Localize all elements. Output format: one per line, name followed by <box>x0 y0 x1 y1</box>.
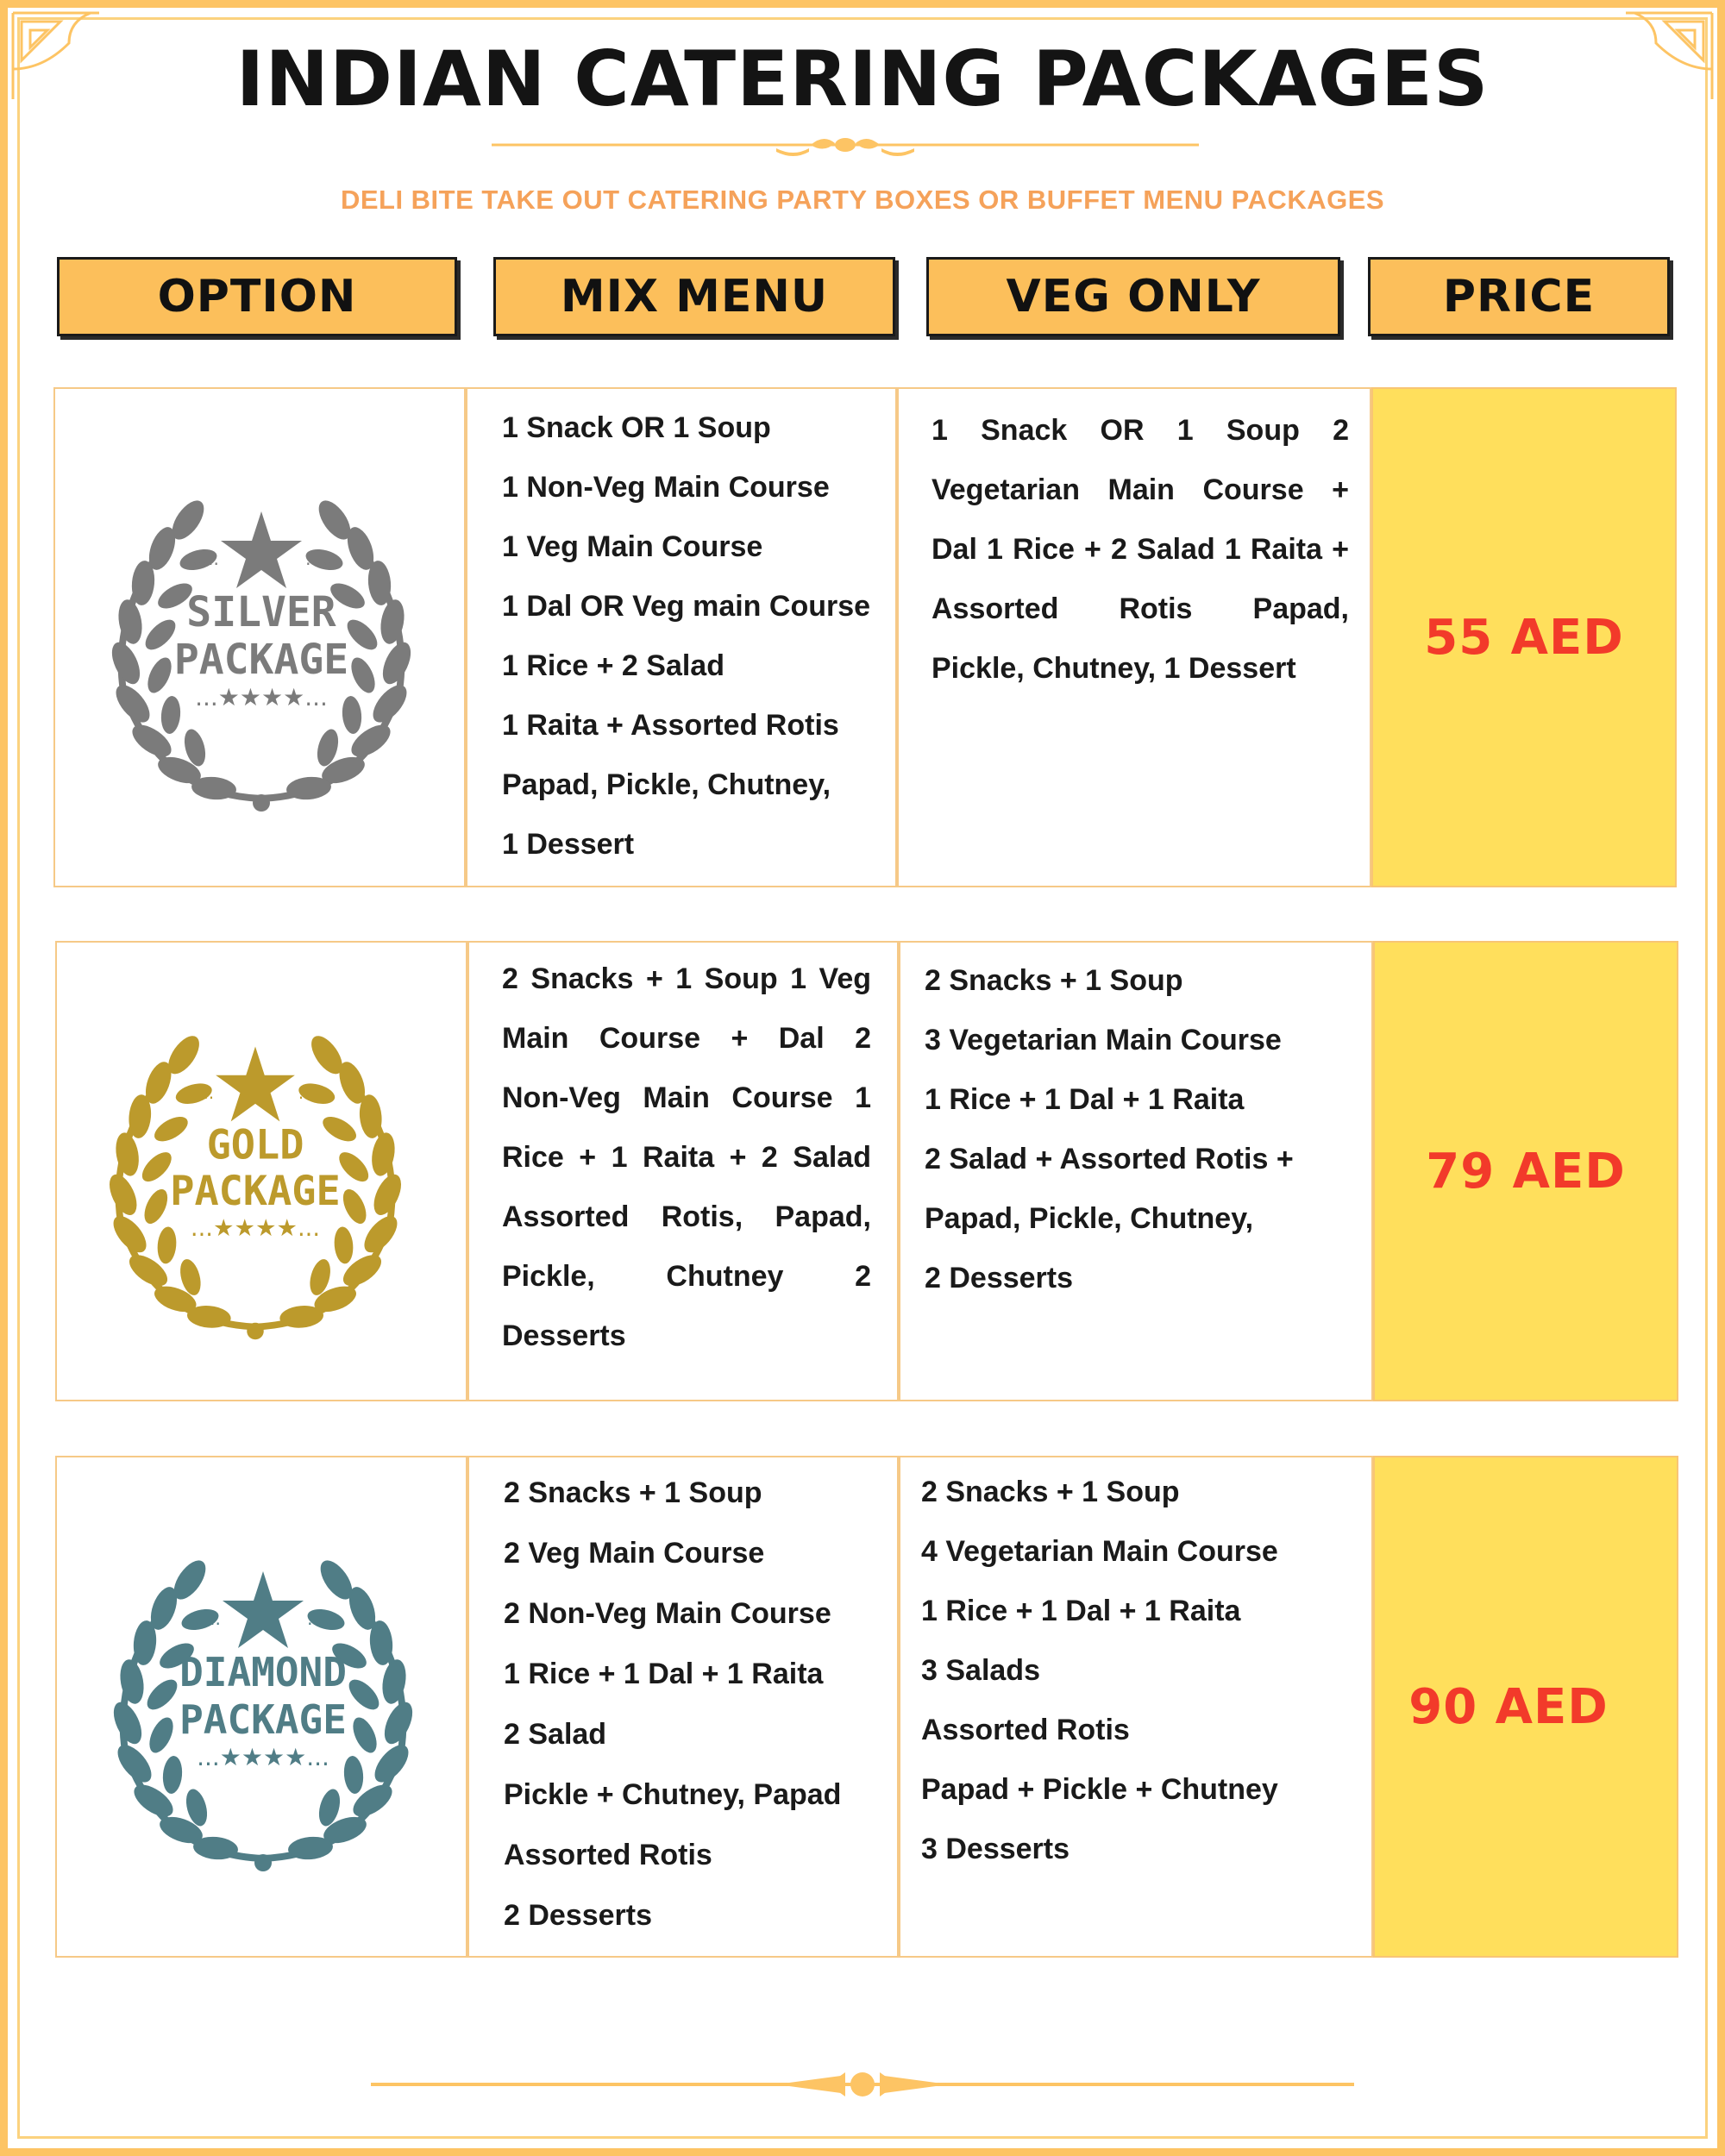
price-cell <box>1371 387 1677 887</box>
package-row-silver <box>53 387 1677 887</box>
mix-menu-cell <box>467 1456 899 1958</box>
option-cell <box>53 387 466 887</box>
menu-line: Assorted Rotis <box>921 1714 1130 1746</box>
menu-line: 1 Raita + Assorted Rotis <box>502 709 839 742</box>
mix-menu-cell <box>467 941 899 1401</box>
price-label: 79 AED <box>1426 1143 1626 1200</box>
menu-line: Papad, Pickle, Chutney, <box>502 768 831 801</box>
subtitle: DELI BITE TAKE OUT CATERING PARTY BOXES OR BUFFET MENU PACKAGES <box>340 185 1385 215</box>
mix-menu-list <box>502 398 878 874</box>
veg-only-cell <box>899 1456 1373 1958</box>
mix-menu-list <box>502 950 871 1366</box>
menu-line: Assorted Rotis, Papad, <box>502 1200 871 1233</box>
veg-only-cell <box>897 387 1371 887</box>
mix-menu-cell <box>466 387 897 887</box>
ornamental-divider-icon <box>492 129 1199 164</box>
veg-only-list <box>932 401 1349 699</box>
menu-line: 1 Snack OR 1 Soup <box>502 411 771 444</box>
menu-line: Non-Veg Main Course 1 <box>502 1081 871 1114</box>
menu-line: 2 Salad <box>504 1718 607 1751</box>
option-cell <box>55 941 467 1401</box>
svg-text:.....: ..... <box>191 548 219 569</box>
badge-line1: DIAMOND <box>179 1649 347 1695</box>
menu-line: 4 Vegetarian Main Course <box>921 1535 1278 1568</box>
menu-line: 2 Salad + Assorted Rotis + <box>925 1143 1294 1175</box>
svg-text:.....: ..... <box>187 1083 215 1104</box>
menu-line: 3 Vegetarian Main Course <box>925 1024 1282 1056</box>
header-price: PRICE <box>1368 257 1670 336</box>
menu-line: Assorted Rotis <box>504 1839 712 1871</box>
page-title: INDIAN CATERING PACKAGES <box>235 34 1490 123</box>
price-cell <box>1373 1456 1678 1958</box>
veg-only-cell <box>899 941 1373 1401</box>
menu-line: Assorted Rotis Papad, <box>932 592 1349 625</box>
menu-line: 2 Desserts <box>504 1899 653 1932</box>
veg-only-list <box>921 1463 1354 1879</box>
menu-line: Pickle, Chutney, 1 Dessert <box>932 652 1296 685</box>
menu-line: Main Course + Dal 2 <box>502 1022 871 1055</box>
svg-text:.....: ..... <box>305 548 333 569</box>
price-label: 55 AED <box>1424 609 1624 666</box>
badge-line2: PACKAGE <box>179 1696 347 1743</box>
menu-line: Dal 1 Rice + 2 Salad 1 Raita + <box>932 533 1349 566</box>
badge-line2: PACKAGE <box>170 1169 341 1216</box>
svg-text:...★★★★...: ...★★★★... <box>190 1215 321 1243</box>
svg-text:.....: ..... <box>193 1608 221 1629</box>
menu-line: 2 Snacks + 1 Soup 1 Veg <box>502 962 871 995</box>
menu-line: 2 Snacks + 1 Soup <box>925 964 1183 997</box>
menu-line: 1 Non-Veg Main Course <box>502 471 830 504</box>
menu-line: 2 Non-Veg Main Course <box>504 1597 831 1630</box>
veg-only-list <box>925 951 1354 1308</box>
menu-line: 1 Rice + 1 Dal + 1 Raita <box>504 1658 824 1690</box>
diamond-package-badge <box>78 1518 448 1880</box>
header-option: OPTION <box>57 257 457 336</box>
svg-text:...★★★★...: ...★★★★... <box>195 683 328 711</box>
menu-line: 2 Desserts <box>925 1262 1074 1294</box>
menu-line: 1 Dal OR Veg main Course <box>502 590 871 623</box>
badge-line1: SILVER <box>186 588 336 636</box>
menu-line: Rice + 1 Raita + 2 Salad <box>502 1141 871 1174</box>
header-veg-only: VEG ONLY <box>926 257 1340 336</box>
menu-line: 3 Desserts <box>921 1833 1070 1865</box>
svg-text:.....: ..... <box>307 1608 335 1629</box>
option-cell <box>55 1456 467 1958</box>
menu-line: 1 Snack OR 1 Soup 2 <box>932 414 1349 447</box>
svg-text:...★★★★...: ...★★★★... <box>197 1743 329 1771</box>
silver-package-badge <box>76 458 447 820</box>
menu-line: 1 Rice + 1 Dal + 1 Raita <box>925 1083 1245 1116</box>
menu-line: Pickle + Chutney, Papad <box>504 1778 842 1811</box>
package-row-gold <box>55 941 1678 1401</box>
price-cell <box>1373 941 1678 1401</box>
menu-line: 2 Snacks + 1 Soup <box>504 1476 762 1509</box>
badge-line2: PACKAGE <box>173 636 349 684</box>
svg-text:.....: ..... <box>298 1083 325 1104</box>
ornamental-divider-icon <box>371 2065 1354 2109</box>
menu-line: Papad + Pickle + Chutney <box>921 1773 1278 1806</box>
mix-menu-list <box>504 1463 880 1946</box>
menu-line: Desserts <box>502 1319 626 1352</box>
menu-line: 1 Veg Main Course <box>502 530 763 563</box>
menu-line: 1 Rice + 2 Salad <box>502 649 724 682</box>
menu-line: 2 Snacks + 1 Soup <box>921 1476 1180 1508</box>
menu-line: 3 Salads <box>921 1654 1040 1687</box>
price-label: 90 AED <box>1408 1678 1609 1735</box>
badge-line1: GOLD <box>206 1122 304 1169</box>
menu-line: Vegetarian Main Course + <box>932 473 1349 506</box>
menu-line: Papad, Pickle, Chutney, <box>925 1202 1254 1235</box>
package-row-diamond <box>55 1456 1678 1958</box>
gold-package-badge <box>74 994 436 1348</box>
menu-line: Pickle, Chutney 2 <box>502 1260 871 1293</box>
header-mix-menu: MIX MENU <box>493 257 895 336</box>
menu-line: 1 Dessert <box>502 828 635 861</box>
menu-line: 1 Rice + 1 Dal + 1 Raita <box>921 1595 1241 1627</box>
menu-line: 2 Veg Main Course <box>504 1537 765 1570</box>
